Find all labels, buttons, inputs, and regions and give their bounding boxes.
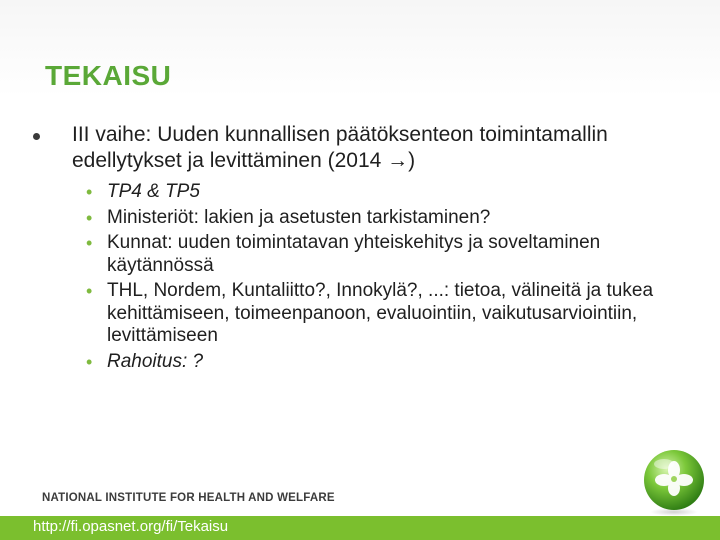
sub-bullet-dot-icon: • (86, 182, 93, 202)
sub-bullet-dot-icon: • (86, 351, 93, 372)
sub-bullet-dot-icon: • (86, 207, 93, 228)
sub-bullet-item (86, 351, 666, 374)
main-bullet (33, 122, 693, 174)
green-globe-icon (640, 448, 708, 516)
sub-bullet-item (86, 207, 666, 230)
sub-bullet-text: Rahoitus: ? (107, 350, 204, 372)
main-bullet-text: III vaihe: Uuden kunnallisen päätöksenteon toimintamallin edellytykset ja levittäminen (2014 →) (72, 123, 608, 172)
footer-bar (0, 516, 720, 540)
slide-title: TEKAISU (45, 60, 172, 91)
organization-name: NATIONAL INSTITUTE FOR HEALTH AND WELFARE (42, 492, 335, 504)
sub-bullet-text: THL, Nordem, Kuntaliitto?, Innokylä?, ...: tietoa, välineitä ja tukea kehittämiseen, toimeenpanoon, evaluointiin, vaikutusarviointiin, levittämiseen (107, 280, 654, 346)
sub-bullet-text: Ministeriöt: lakien ja asetusten tarkistaminen? (107, 206, 491, 228)
footer-url-link[interactable]: http://fi.opasnet.org/fi/Tekaisu (33, 518, 229, 535)
sub-bullet-text: Kunnat: uuden toimintatavan yhteiskehitys ja soveltaminen käytännössä (107, 232, 601, 276)
sub-bullet-item (86, 232, 666, 277)
sub-bullet-dot-icon: • (86, 281, 93, 301)
sub-bullet-item (86, 280, 666, 348)
sub-bullet-item (86, 181, 666, 204)
sub-bullet-list (86, 181, 666, 376)
sub-bullet-text: TP4 & TP5 (107, 181, 200, 202)
sub-bullet-dot-icon: • (86, 233, 93, 253)
bullet-dot-icon (33, 133, 40, 140)
